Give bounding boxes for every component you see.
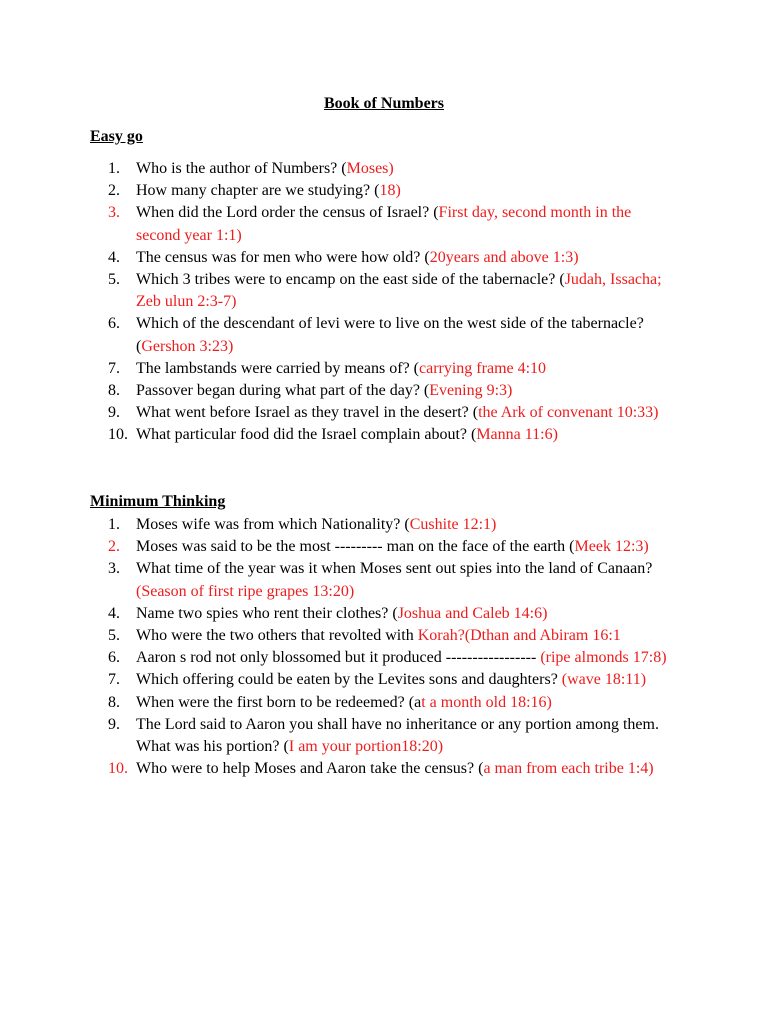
answer-text: Judah, Issacha; Zeb ulun 2:3-7)	[136, 271, 662, 311]
answer-text: Evening 9:3)	[429, 382, 513, 400]
question-item	[0, 380, 676, 402]
answer-text: (wave 18:11)	[561, 671, 647, 689]
question-item	[0, 647, 676, 669]
question-item	[0, 202, 676, 246]
answer-text: Joshua and Caleb 14:6)	[397, 604, 548, 622]
question-text: Passover began during what part of the day? (	[136, 382, 430, 400]
section-heading-minimum-thinking: Minimum Thinking	[90, 493, 226, 510]
question-item	[0, 269, 676, 313]
question-text: What time of the year was it when Moses sent out spies into the land of Canaan?	[136, 560, 653, 578]
answer-text: a man from each tribe 1:4)	[483, 760, 654, 778]
question-number: 5.	[108, 627, 120, 645]
answer-text: the Ark of convenant 10:33)	[478, 404, 659, 422]
answer-text: 18)	[379, 182, 401, 200]
answer-text: 20years and above 1:3)	[429, 248, 579, 266]
question-text: When were the first born to be redeemed? (a	[136, 693, 422, 711]
question-item	[0, 247, 676, 269]
question-number: 5.	[108, 271, 120, 289]
answer-text: Gershon 3:23)	[141, 337, 234, 355]
question-number: 7.	[108, 359, 120, 377]
question-item	[0, 424, 676, 446]
question-item	[0, 158, 676, 180]
question-item	[0, 669, 676, 691]
page-title: Book of Numbers	[323, 95, 444, 112]
question-text: Moses wife was from which Nationality? (	[136, 516, 410, 533]
question-number: 10.	[108, 760, 128, 778]
question-number: 1.	[108, 160, 120, 177]
answer-text: Manna 11:6)	[476, 426, 558, 444]
question-item	[0, 180, 676, 202]
question-number: 6.	[108, 315, 120, 333]
question-number: 1.	[108, 516, 120, 533]
question-item	[0, 692, 676, 714]
question-number: 8.	[108, 382, 120, 400]
section-heading-easy-go: Easy go	[90, 128, 143, 145]
question-number: 4.	[108, 248, 120, 266]
answer-text: First day, second month in the second year 1:1)	[136, 204, 632, 244]
question-number: 9.	[108, 715, 120, 733]
question-number: 6.	[108, 649, 120, 667]
question-text: Who were the two others that revolted with	[136, 627, 418, 645]
question-item	[0, 603, 676, 625]
answer-text: I am your portion18:20)	[288, 738, 444, 756]
question-item	[0, 558, 676, 602]
question-list-easy-go	[0, 158, 676, 447]
answer-text: carrying frame 4:10	[419, 359, 547, 377]
question-list-minimum-thinking	[0, 514, 676, 780]
question-number: 2.	[108, 182, 120, 200]
question-text: Moses was said to be the most --------- man on the face of the earth (	[136, 538, 575, 556]
question-number: 3.	[108, 204, 120, 222]
question-number: 10.	[108, 426, 128, 444]
question-text: The Lord said to Aaron you shall have no inheritance or any portion among them. What was his portion? (	[136, 715, 659, 756]
question-number: 4.	[108, 604, 120, 622]
question-number: 8.	[108, 693, 120, 711]
question-text: How many chapter are we studying? (	[136, 182, 380, 200]
question-text: The census was for men who were how old? (	[136, 248, 430, 266]
question-number: 9.	[108, 404, 120, 422]
question-text: Who is the author of Numbers? (	[136, 160, 347, 177]
answer-text: (ripe almonds 17:8)	[540, 649, 667, 667]
answer-text: Cushite 12:1)	[409, 516, 497, 533]
answer-text: t a month old 18:16)	[421, 693, 552, 711]
question-item	[0, 714, 676, 758]
question-text: Who were to help Moses and Aaron take the census? (	[136, 760, 484, 778]
question-item	[0, 536, 676, 558]
question-item	[0, 625, 676, 647]
question-text: Name two spies who rent their clothes? (	[136, 604, 398, 622]
question-text: What went before Israel as they travel in the desert? (	[136, 404, 479, 422]
question-text: Which of the descendant of levi were to live on the west side of the tabernacle? (	[136, 315, 644, 355]
question-item	[0, 514, 676, 536]
question-item	[0, 402, 676, 424]
question-text: What particular food did the Israel complain about? (	[136, 426, 477, 444]
answer-text: Moses)	[346, 160, 394, 177]
question-text: The lambstands were carried by means of? (	[136, 359, 419, 377]
answer-text: Meek 12:3)	[574, 538, 649, 556]
question-text: Which offering could be eaten by the Levites sons and daughters?	[136, 671, 562, 689]
question-number: 7.	[108, 671, 120, 689]
question-text: Aaron s rod not only blossomed but it produced -----------------	[136, 649, 541, 667]
question-number: 2.	[108, 538, 120, 556]
answer-text: Korah?(Dthan and Abiram 16:1	[417, 627, 621, 645]
question-item	[0, 758, 676, 780]
question-item	[0, 358, 676, 380]
question-item	[0, 313, 676, 357]
question-text: Which 3 tribes were to encamp on the east side of the tabernacle? (	[136, 271, 565, 289]
question-number: 3.	[108, 560, 120, 578]
question-text: When did the Lord order the census of Israel? (	[136, 204, 439, 222]
answer-text: (Season of first ripe grapes 13:20)	[136, 582, 355, 600]
